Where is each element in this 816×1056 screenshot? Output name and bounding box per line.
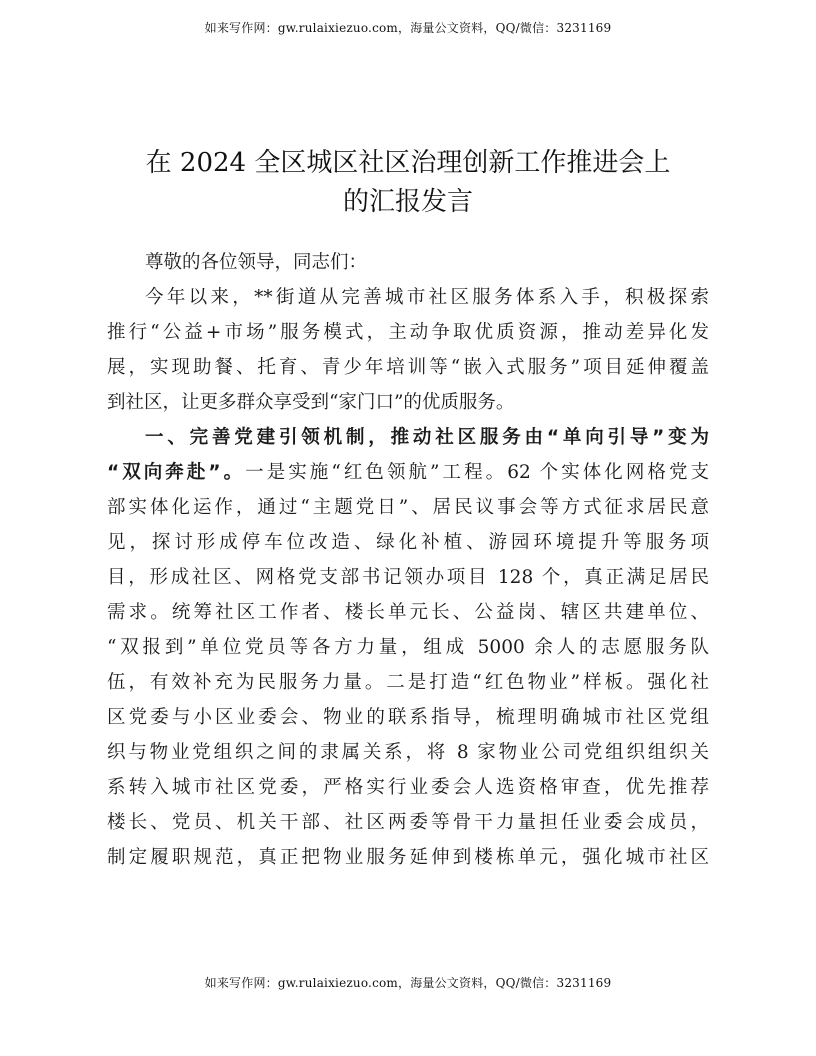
section-1-line: 系转入城市社区党委，严格实行业委会人选资格审查，优先推荐 [107, 777, 709, 798]
document-title [100, 144, 716, 222]
section-1-heading: 一、完善党建引领机制，推动社区服务由“单向引导”变为 [145, 427, 709, 448]
salutation: 尊敬的各位领导，同志们： [145, 252, 368, 273]
intro-line: 展，实现助餐、托育、青少年培训等“嵌入式服务”项目延伸覆盖 [107, 357, 709, 378]
document-body [107, 245, 709, 875]
title-line-2: 的汇报发言 [342, 187, 473, 217]
intro-line: 到社区，让更多群众享受到“家门口”的优质服务。 [107, 392, 515, 413]
intro-line: 今年以来，**街道从完善城市社区服务体系入手，积极探索 [145, 287, 709, 308]
title-line-1: 在 2024 全区城区社区治理创新工作推进会上 [145, 148, 671, 178]
section-1-text: 一是实施“红色领航”工程。62 个实体化网格党支 [245, 462, 709, 483]
section-1-line: “双报到”单位党员等各方力量，组成 5000 余人的志愿服务队 [107, 637, 709, 658]
page-header-watermark: 如来写作网：gw.rulaixiezuo.com，海量公文资料，QQ/微信：3231169 [204, 21, 612, 35]
section-1-heading-tail: “双向奔赴”。 [107, 462, 246, 483]
page-footer-watermark: 如来写作网：gw.rulaixiezuo.com，海量公文资料，QQ/微信：3231169 [204, 976, 612, 990]
section-1-line: 制定履职规范，真正把物业服务延伸到楼栋单元，强化城市社区 [107, 847, 709, 868]
section-1-line: 区党委与小区业委会、物业的联系指导，梳理明确城市社区党组 [107, 707, 709, 728]
section-1-line: 见，探讨形成停车位改造、绿化补植、游园环境提升等服务项 [107, 532, 709, 553]
section-1-line: 部实体化运作，通过“主题党日”、居民议事会等方式征求居民意 [107, 497, 709, 518]
section-1-line: 织与物业党组织之间的隶属关系，将 8 家物业公司党组织组织关 [107, 742, 709, 763]
section-1-line: 楼长、党员、机关干部、社区两委等骨干力量担任业委会成员， [107, 812, 709, 833]
section-1-heading-continued [107, 455, 709, 490]
section-1-line: 伍，有效补充为民服务力量。二是打造“红色物业”样板。强化社 [107, 672, 709, 693]
section-1-line: 目，形成社区、网格党支部书记领办项目 128 个，真正满足居民 [107, 567, 709, 588]
section-1-line: 需求。统筹社区工作者、楼长单元长、公益岗、辖区共建单位、 [107, 602, 709, 623]
intro-line: 推行“公益+市场”服务模式，主动争取优质资源，推动差异化发 [107, 322, 709, 343]
